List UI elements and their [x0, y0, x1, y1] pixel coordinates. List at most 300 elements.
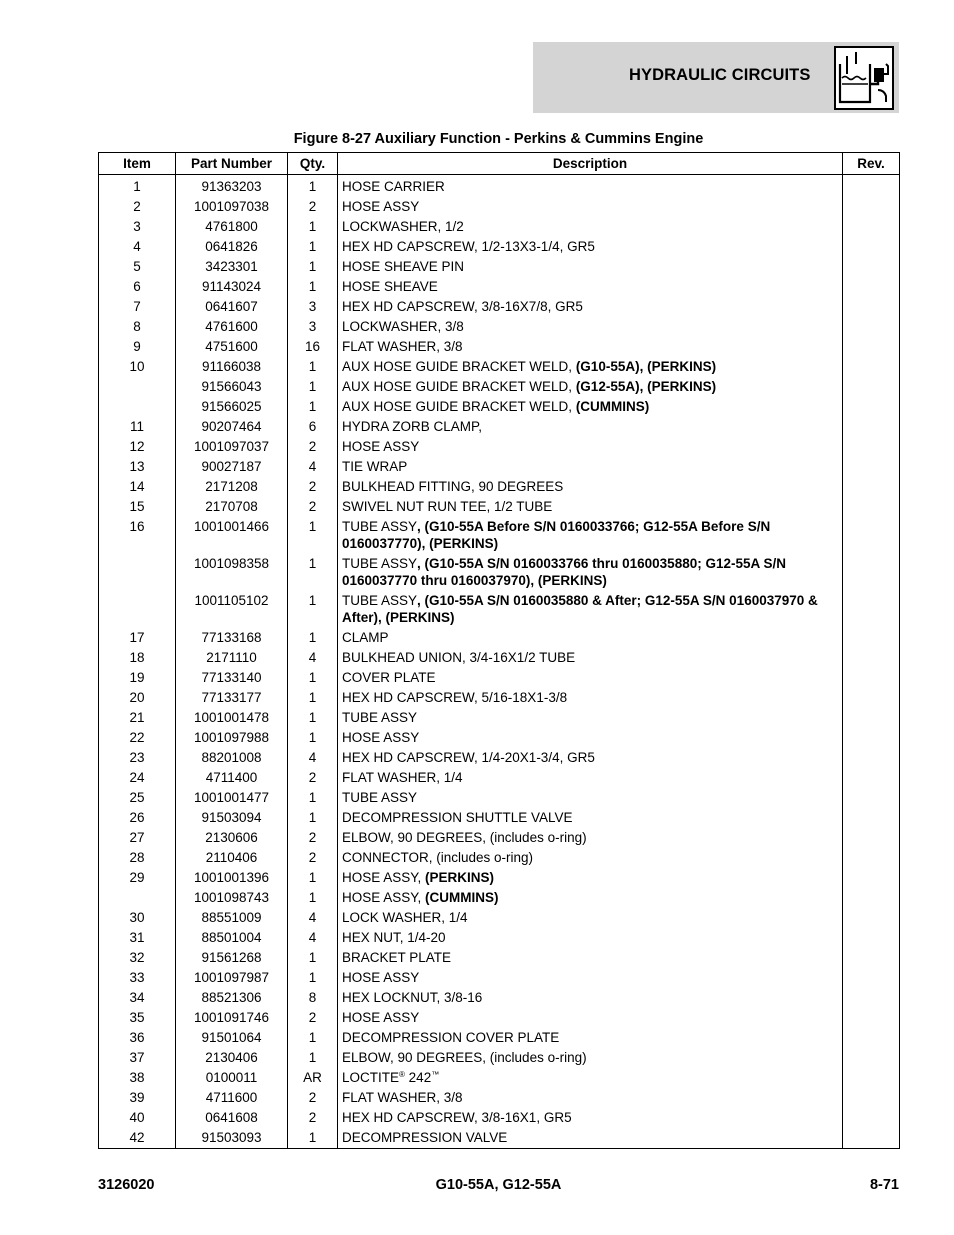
table-row [99, 197, 900, 217]
rev-cell [843, 277, 900, 297]
item-cell: 7 [99, 297, 176, 317]
description-text: DECOMPRESSION SHUTTLE VALVE [342, 810, 573, 825]
rev-cell [843, 337, 900, 357]
description-cell [338, 668, 843, 688]
qty-cell: 1 [288, 237, 338, 257]
description-text: COVER PLATE [342, 670, 436, 685]
description-cell [338, 788, 843, 808]
table-row [99, 237, 900, 257]
footer-models: G10-55A, G12-55A [435, 1177, 562, 1193]
table-row [99, 591, 900, 628]
qty-cell: 4 [288, 457, 338, 477]
rev-cell [843, 217, 900, 237]
part-number-cell: 4711600 [176, 1088, 288, 1108]
description-cell [338, 237, 843, 257]
table-row [99, 988, 900, 1008]
part-number-cell: 4761800 [176, 217, 288, 237]
description-text: HOSE ASSY [342, 199, 420, 214]
description-cell [338, 277, 843, 297]
table-row [99, 628, 900, 648]
qty-cell: 1 [288, 688, 338, 708]
description-cell [338, 968, 843, 988]
description-text: AUX HOSE GUIDE BRACKET WELD, [342, 379, 576, 394]
rev-cell [843, 591, 900, 628]
description-cell [338, 708, 843, 728]
item-cell: 35 [99, 1008, 176, 1028]
hydraulic-reservoir-icon [834, 46, 894, 110]
qty-cell: 16 [288, 337, 338, 357]
table-row [99, 908, 900, 928]
description-text: SWIVEL NUT RUN TEE, 1/2 TUBE [342, 499, 553, 514]
description-text: TIE WRAP [342, 459, 408, 474]
qty-cell: 3 [288, 297, 338, 317]
part-number-cell: 1001001478 [176, 708, 288, 728]
description-text: DECOMPRESSION COVER PLATE [342, 1030, 560, 1045]
description-cell [338, 175, 843, 197]
rev-cell [843, 554, 900, 591]
qty-cell: 4 [288, 908, 338, 928]
table-row [99, 175, 900, 197]
qty-cell: 2 [288, 497, 338, 517]
qty-cell: 1 [288, 1048, 338, 1068]
qty-cell: 6 [288, 417, 338, 437]
rev-cell [843, 237, 900, 257]
table-row [99, 337, 900, 357]
item-cell: 27 [99, 828, 176, 848]
item-cell [99, 397, 176, 417]
qty-cell: 2 [288, 437, 338, 457]
rev-cell [843, 888, 900, 908]
qty-cell: 1 [288, 357, 338, 377]
description-cell [338, 317, 843, 337]
table-row [99, 1068, 900, 1088]
item-cell: 1 [99, 175, 176, 197]
part-number-cell: 1001001466 [176, 517, 288, 554]
table-row [99, 257, 900, 277]
table-row [99, 1048, 900, 1068]
item-cell: 28 [99, 848, 176, 868]
table-row [99, 277, 900, 297]
part-number-cell: 0641607 [176, 297, 288, 317]
part-number-cell: 77133168 [176, 628, 288, 648]
description-text: HOSE SHEAVE PIN [342, 259, 465, 274]
description-text: LOCTITE [342, 1070, 400, 1085]
rev-cell [843, 197, 900, 217]
description-text: AUX HOSE GUIDE BRACKET WELD, [342, 359, 576, 374]
description-cell [338, 257, 843, 277]
table-row [99, 1128, 900, 1149]
table-row [99, 768, 900, 788]
qty-cell: 8 [288, 988, 338, 1008]
item-cell: 15 [99, 497, 176, 517]
rev-cell [843, 928, 900, 948]
description-cell [338, 988, 843, 1008]
qty-cell: 2 [288, 477, 338, 497]
item-cell: 33 [99, 968, 176, 988]
table-row [99, 1008, 900, 1028]
table-row [99, 748, 900, 768]
description-cell [338, 908, 843, 928]
description-text: ELBOW, 90 DEGREES, (includes o-ring) [342, 1050, 587, 1065]
description-text: HYDRA ZORB CLAMP, [342, 419, 483, 434]
table-row [99, 648, 900, 668]
figure-title: Figure 8-27 Auxiliary Function - Perkins & Cummins Engine [293, 131, 704, 147]
rev-cell [843, 688, 900, 708]
description-text: ELBOW, 90 DEGREES, (includes o-ring) [342, 830, 587, 845]
part-number-cell: 1001091746 [176, 1008, 288, 1028]
description-cell [338, 928, 843, 948]
part-number-cell: 88521306 [176, 988, 288, 1008]
description-cell [338, 868, 843, 888]
description-text: HEX HD CAPSCREW, 3/8-16X1, GR5 [342, 1110, 572, 1125]
description-text: HOSE SHEAVE [342, 279, 438, 294]
description-cell [338, 848, 843, 868]
description-qualifier: , (G10-55A S/N 0160035880 & After; G12-55A S/N 0160037970 & After), (PERKINS) [342, 593, 818, 625]
table-row [99, 397, 900, 417]
part-number-cell: 2171208 [176, 477, 288, 497]
rev-cell [843, 1088, 900, 1108]
table-row [99, 457, 900, 477]
table-row [99, 728, 900, 748]
section-header [533, 42, 899, 113]
qty-cell: 1 [288, 888, 338, 908]
qty-cell: 2 [288, 1108, 338, 1128]
part-number-cell: 1001097987 [176, 968, 288, 988]
item-cell: 4 [99, 237, 176, 257]
item-cell: 24 [99, 768, 176, 788]
table-row [99, 1088, 900, 1108]
description-qualifier: (CUMMINS) [575, 399, 650, 414]
item-cell: 2 [99, 197, 176, 217]
item-cell: 9 [99, 337, 176, 357]
table-row [99, 357, 900, 377]
description-text: HOSE ASSY [342, 439, 420, 454]
description-text: FLAT WASHER, 3/8 [342, 339, 463, 354]
description-cell [338, 517, 843, 554]
description-cell [338, 377, 843, 397]
rev-cell [843, 1028, 900, 1048]
rev-cell [843, 1128, 900, 1149]
column-header-qty: Qty. [288, 153, 338, 175]
registered-mark: ® [399, 1070, 405, 1079]
description-cell [338, 437, 843, 457]
description-cell [338, 1108, 843, 1128]
item-cell [99, 591, 176, 628]
item-cell: 19 [99, 668, 176, 688]
table-row [99, 497, 900, 517]
rev-cell [843, 497, 900, 517]
table-row [99, 417, 900, 437]
description-qualifier: (G12-55A), (PERKINS) [575, 379, 717, 394]
qty-cell: 1 [288, 628, 338, 648]
qty-cell: 1 [288, 808, 338, 828]
qty-cell: 1 [288, 968, 338, 988]
part-number-cell: 3423301 [176, 257, 288, 277]
description-text: HEX HD CAPSCREW, 3/8-16X7/8, GR5 [342, 299, 583, 314]
rev-cell [843, 457, 900, 477]
table-row [99, 848, 900, 868]
table-row [99, 928, 900, 948]
description-cell [338, 457, 843, 477]
rev-cell [843, 1008, 900, 1028]
part-number-cell: 1001105102 [176, 591, 288, 628]
item-cell: 26 [99, 808, 176, 828]
table-row [99, 377, 900, 397]
table-row [99, 828, 900, 848]
part-number-cell: 77133140 [176, 668, 288, 688]
part-number-cell: 4761600 [176, 317, 288, 337]
description-cell [338, 888, 843, 908]
part-number-cell: 2130606 [176, 828, 288, 848]
rev-cell [843, 257, 900, 277]
description-qualifier: , (G10-55A S/N 0160033766 thru 0160035880; G12-55A S/N 0160037770 thru 0160037970), (PERKINS) [342, 556, 786, 588]
table-row [99, 708, 900, 728]
rev-cell [843, 417, 900, 437]
item-cell: 16 [99, 517, 176, 554]
description-text: HEX NUT, 1/4-20 [342, 930, 446, 945]
table-row [99, 968, 900, 988]
description-cell [338, 397, 843, 417]
rev-cell [843, 968, 900, 988]
description-cell [338, 297, 843, 317]
description-text: HOSE ASSY [342, 1010, 420, 1025]
qty-cell: 1 [288, 175, 338, 197]
qty-cell: 1 [288, 517, 338, 554]
rev-cell [843, 175, 900, 197]
description-text: HEX HD CAPSCREW, 1/2-13X3-1/4, GR5 [342, 239, 595, 254]
qty-cell: 4 [288, 748, 338, 768]
description-cell [338, 1088, 843, 1108]
item-cell: 40 [99, 1108, 176, 1128]
qty-cell: 1 [288, 591, 338, 628]
description-text: HEX HD CAPSCREW, 1/4-20X1-3/4, GR5 [342, 750, 595, 765]
description-text: BULKHEAD UNION, 3/4-16X1/2 TUBE [342, 650, 576, 665]
description-cell [338, 217, 843, 237]
item-cell: 14 [99, 477, 176, 497]
item-cell: 6 [99, 277, 176, 297]
rev-cell [843, 948, 900, 968]
item-cell: 23 [99, 748, 176, 768]
part-number-cell: 1001001477 [176, 788, 288, 808]
rev-cell [843, 437, 900, 457]
description-text: HOSE ASSY [342, 970, 420, 985]
qty-cell: 1 [288, 217, 338, 237]
part-number-cell: 91363203 [176, 175, 288, 197]
qty-cell: 1 [288, 868, 338, 888]
part-number-cell: 0100011 [176, 1068, 288, 1088]
item-cell: 21 [99, 708, 176, 728]
qty-cell: 1 [288, 377, 338, 397]
part-number-cell: 91166038 [176, 357, 288, 377]
item-cell: 10 [99, 357, 176, 377]
item-cell: 12 [99, 437, 176, 457]
item-cell: 22 [99, 728, 176, 748]
description-text: HOSE ASSY, [342, 890, 426, 905]
description-cell [338, 748, 843, 768]
part-number-cell: 1001098358 [176, 554, 288, 591]
table-row [99, 477, 900, 497]
description-text: BRACKET PLATE [342, 950, 452, 965]
part-number-cell: 2110406 [176, 848, 288, 868]
qty-cell: 3 [288, 317, 338, 337]
qty-cell: 1 [288, 948, 338, 968]
table-row [99, 688, 900, 708]
description-text-continued: 242 [404, 1070, 432, 1085]
description-text: HEX LOCKNUT, 3/8-16 [342, 990, 483, 1005]
item-cell: 37 [99, 1048, 176, 1068]
description-cell [338, 337, 843, 357]
part-number-cell: 1001001396 [176, 868, 288, 888]
description-cell [338, 1028, 843, 1048]
description-cell [338, 197, 843, 217]
description-cell [338, 628, 843, 648]
table-row [99, 297, 900, 317]
qty-cell: 2 [288, 848, 338, 868]
qty-cell: 2 [288, 828, 338, 848]
item-cell: 20 [99, 688, 176, 708]
item-cell: 5 [99, 257, 176, 277]
part-number-cell: 4751600 [176, 337, 288, 357]
description-cell [338, 648, 843, 668]
part-number-cell: 88201008 [176, 748, 288, 768]
rev-cell [843, 848, 900, 868]
qty-cell: 4 [288, 648, 338, 668]
table-row [99, 217, 900, 237]
rev-cell [843, 1048, 900, 1068]
qty-cell: 1 [288, 1028, 338, 1048]
rev-cell [843, 808, 900, 828]
qty-cell: 4 [288, 928, 338, 948]
table-row [99, 1108, 900, 1128]
description-text: FLAT WASHER, 3/8 [342, 1090, 463, 1105]
item-cell: 32 [99, 948, 176, 968]
table-row [99, 948, 900, 968]
description-cell [338, 1048, 843, 1068]
part-number-cell: 1001098743 [176, 888, 288, 908]
item-cell: 3 [99, 217, 176, 237]
qty-cell: 1 [288, 1128, 338, 1149]
column-header-rev: Rev. [843, 153, 900, 175]
table-row [99, 554, 900, 591]
description-text: BULKHEAD FITTING, 90 DEGREES [342, 479, 564, 494]
column-header-part-number: Part Number [176, 153, 288, 175]
description-cell [338, 768, 843, 788]
description-qualifier: (CUMMINS) [425, 890, 499, 905]
rev-cell [843, 477, 900, 497]
description-text: TUBE ASSY [342, 556, 418, 571]
item-cell: 42 [99, 1128, 176, 1149]
table-row [99, 317, 900, 337]
part-number-cell: 2170708 [176, 497, 288, 517]
parts-table [98, 152, 900, 1149]
qty-cell: 2 [288, 1088, 338, 1108]
description-qualifier: (PERKINS) [425, 870, 495, 885]
description-cell [338, 728, 843, 748]
description-text: HOSE CARRIER [342, 179, 445, 194]
description-text: LOCK WASHER, 1/4 [342, 910, 468, 925]
description-text: HEX HD CAPSCREW, 5/16-18X1-3/8 [342, 690, 568, 705]
trademark-mark: ™ [431, 1070, 440, 1079]
description-text: DECOMPRESSION VALVE [342, 1130, 508, 1145]
description-qualifier: (G10-55A), (PERKINS) [575, 359, 717, 374]
item-cell: 17 [99, 628, 176, 648]
qty-cell: 2 [288, 768, 338, 788]
part-number-cell: 0641826 [176, 237, 288, 257]
section-title: HYDRAULIC CIRCUITS [629, 66, 811, 84]
qty-cell: 2 [288, 1008, 338, 1028]
description-text: TUBE ASSY [342, 710, 418, 725]
qty-cell: 2 [288, 197, 338, 217]
description-cell [338, 808, 843, 828]
part-number-cell: 4711400 [176, 768, 288, 788]
part-number-cell: 90027187 [176, 457, 288, 477]
item-cell: 36 [99, 1028, 176, 1048]
item-cell: 39 [99, 1088, 176, 1108]
footer-page-number: 8-71 [869, 1177, 899, 1193]
description-text: LOCKWASHER, 3/8 [342, 319, 464, 334]
item-cell: 29 [99, 868, 176, 888]
part-number-cell: 90207464 [176, 417, 288, 437]
rev-cell [843, 648, 900, 668]
part-number-cell: 0641608 [176, 1108, 288, 1128]
rev-cell [843, 868, 900, 888]
item-cell: 18 [99, 648, 176, 668]
rev-cell [843, 357, 900, 377]
item-cell: 13 [99, 457, 176, 477]
description-cell [338, 591, 843, 628]
description-text: TUBE ASSY [342, 790, 418, 805]
rev-cell [843, 517, 900, 554]
part-number-cell: 2171110 [176, 648, 288, 668]
description-text: TUBE ASSY [342, 519, 418, 534]
description-cell [338, 417, 843, 437]
part-number-cell: 91501064 [176, 1028, 288, 1048]
part-number-cell: 91561268 [176, 948, 288, 968]
part-number-cell: 1001097037 [176, 437, 288, 457]
qty-cell: 1 [288, 788, 338, 808]
rev-cell [843, 668, 900, 688]
qty-cell: 1 [288, 277, 338, 297]
description-cell [338, 828, 843, 848]
description-text: FLAT WASHER, 1/4 [342, 770, 463, 785]
table-row [99, 788, 900, 808]
part-number-cell: 2130406 [176, 1048, 288, 1068]
description-cell [338, 1128, 843, 1149]
description-text: HOSE ASSY [342, 730, 420, 745]
description-cell [338, 1068, 843, 1088]
column-header-description: Description [338, 153, 843, 175]
item-cell: 11 [99, 417, 176, 437]
item-cell: 31 [99, 928, 176, 948]
description-qualifier: , (G10-55A Before S/N 0160033766; G12-55A Before S/N 0160037770), (PERKINS) [342, 519, 771, 551]
description-cell [338, 497, 843, 517]
item-cell [99, 377, 176, 397]
description-cell [338, 477, 843, 497]
rev-cell [843, 748, 900, 768]
table-row [99, 1028, 900, 1048]
item-cell: 8 [99, 317, 176, 337]
part-number-cell: 88501004 [176, 928, 288, 948]
part-number-cell: 91143024 [176, 277, 288, 297]
description-text: TUBE ASSY [342, 593, 418, 608]
table-row [99, 808, 900, 828]
rev-cell [843, 297, 900, 317]
description-text: HOSE ASSY, [342, 870, 426, 885]
item-cell [99, 888, 176, 908]
table-header-row [99, 153, 900, 175]
table-row [99, 517, 900, 554]
qty-cell: 1 [288, 708, 338, 728]
